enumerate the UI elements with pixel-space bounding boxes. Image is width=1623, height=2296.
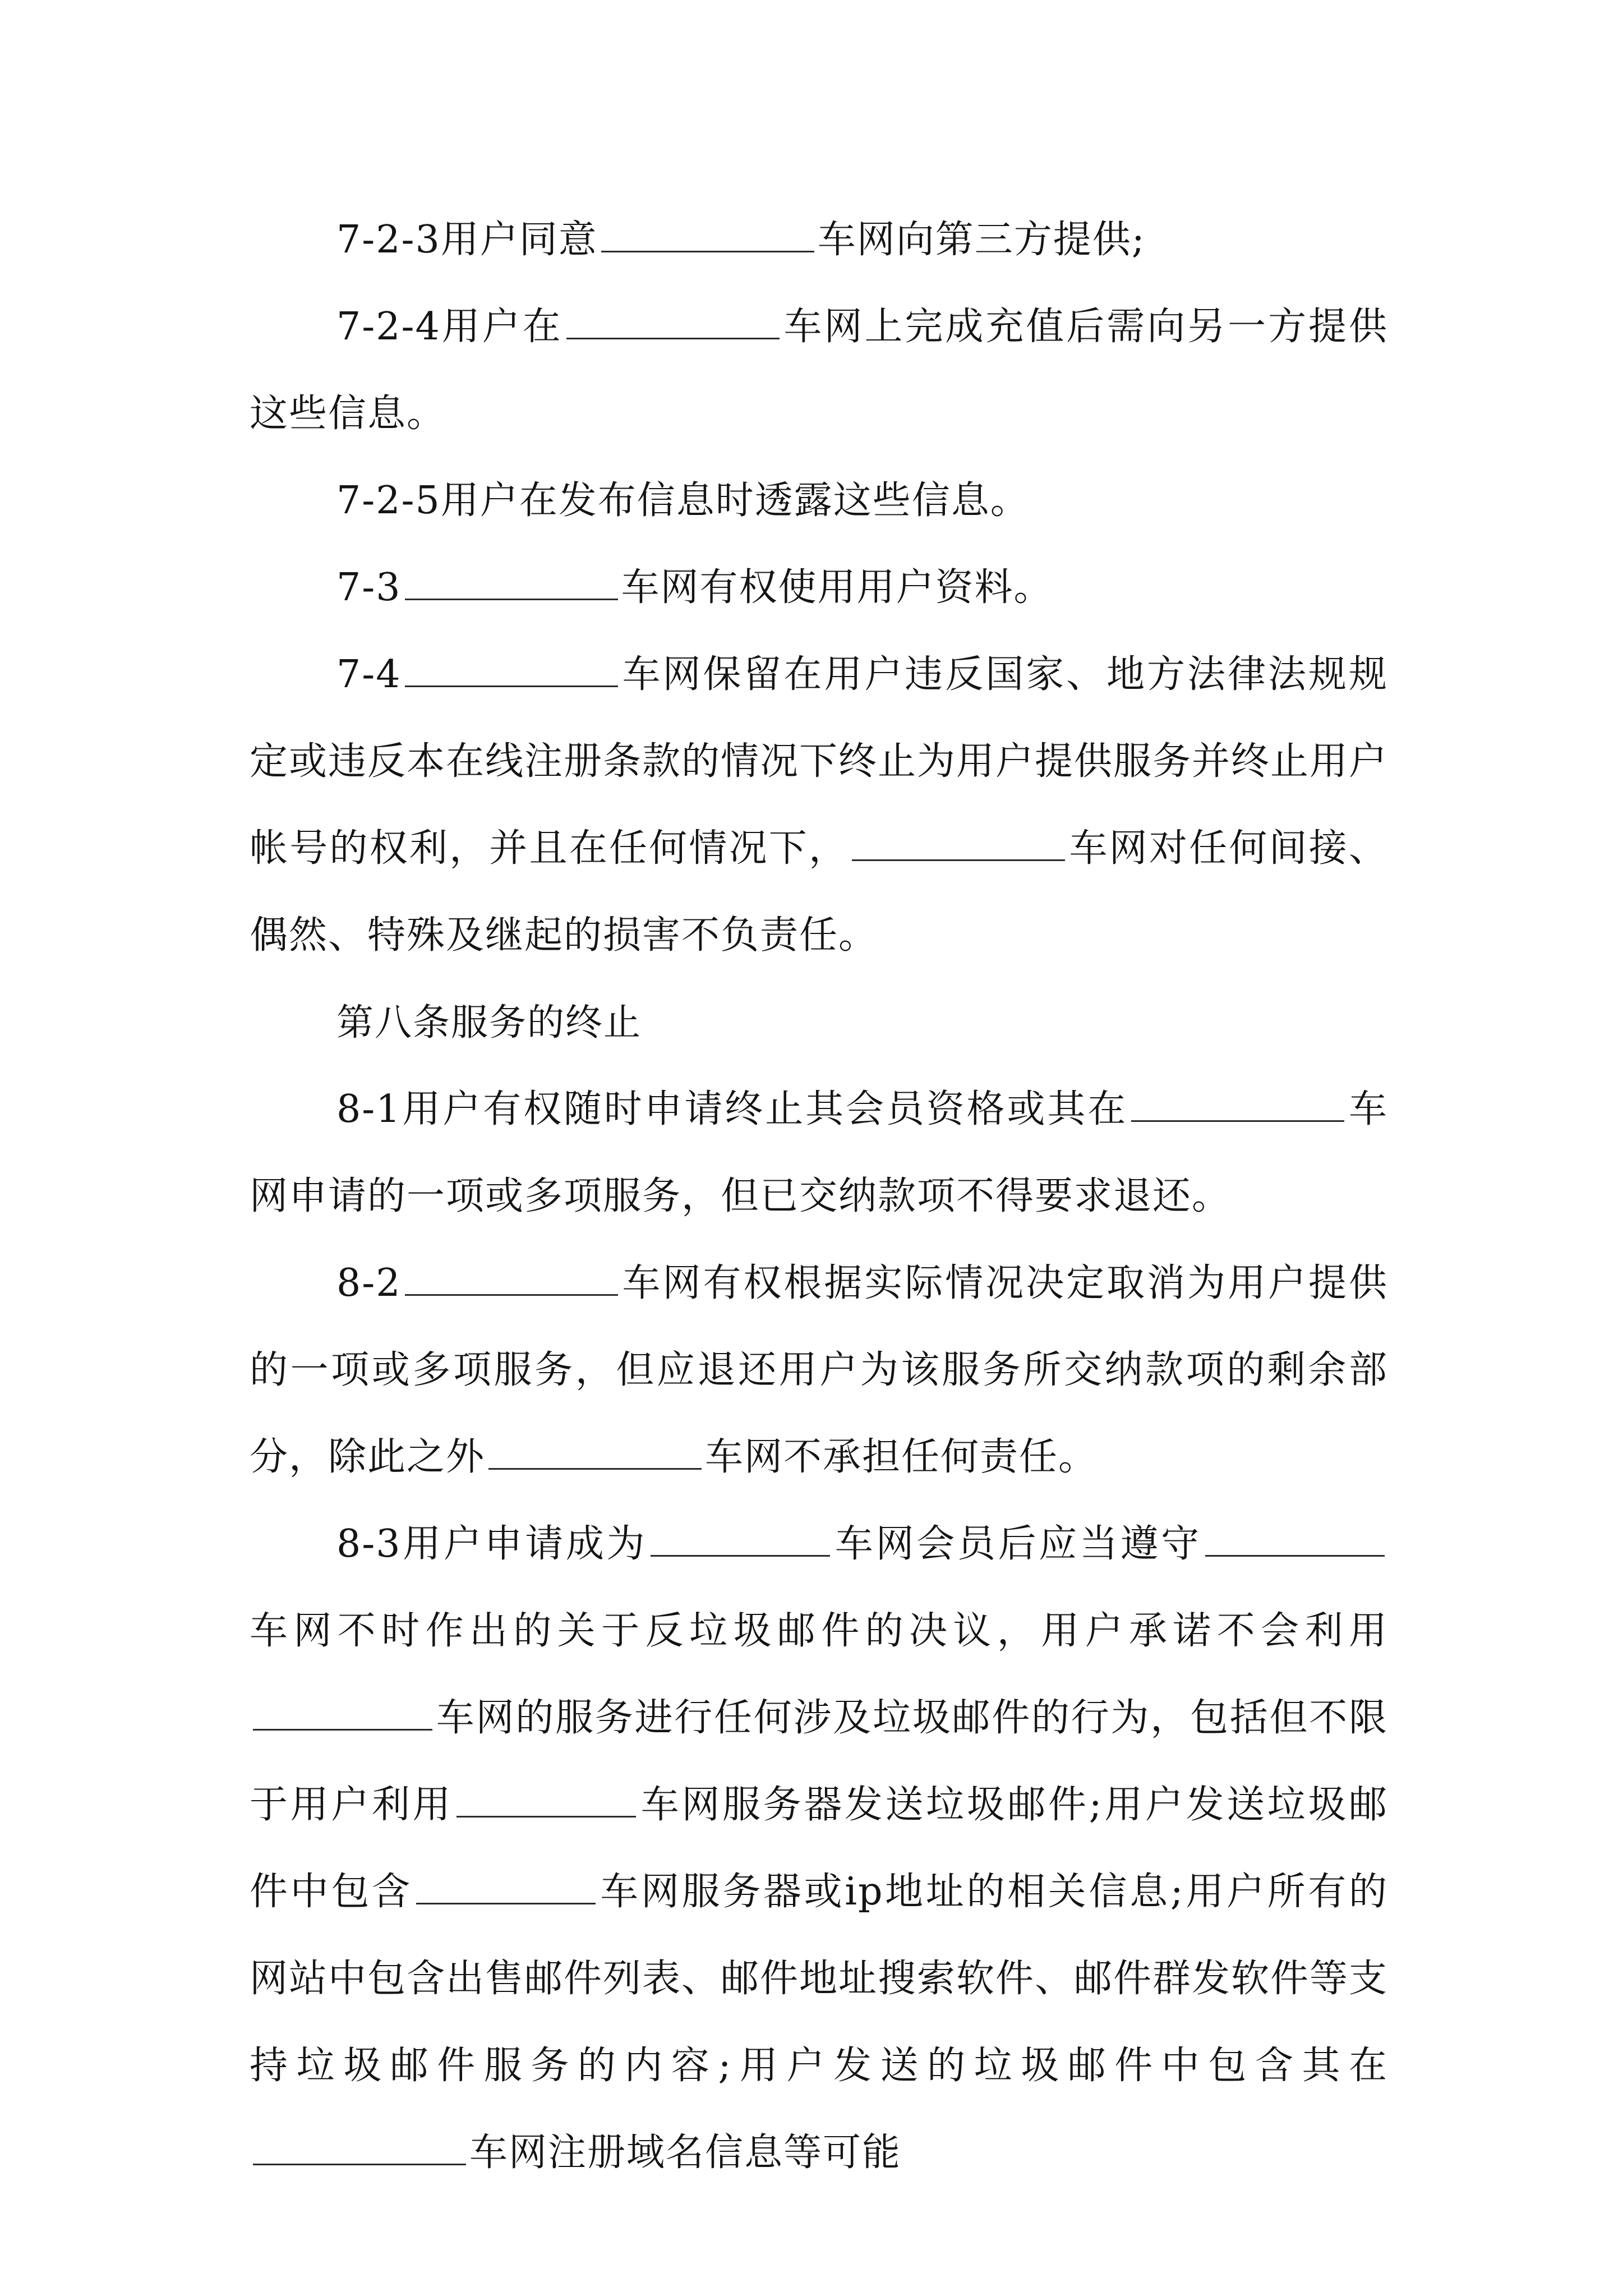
fill-blank	[601, 219, 814, 252]
clause-7-2-5	[250, 457, 1388, 544]
clause-text: 车网对任何间接、偶然、特殊及继起的损害不负责任。	[250, 826, 1388, 958]
clause-text: 7-2-5用户在发布信息时透露这些信息。	[336, 478, 1030, 523]
clause-text: 8-1用户有权随时申请终止其会员资格或其在	[336, 1087, 1128, 1131]
clause-text: 7-4	[336, 652, 402, 697]
fill-blank	[416, 1871, 596, 1904]
fill-blank	[1131, 1089, 1344, 1122]
clause-7-4	[250, 631, 1388, 979]
clause-text: 8-2	[336, 1261, 402, 1305]
clause-text: 7-3	[336, 565, 402, 610]
clause-8-1	[250, 1066, 1388, 1240]
clause-8-2	[250, 1240, 1388, 1501]
clause-text: 车网保留在用户违反国家、地方法律法规规定或违反本在线注册条款的情况下终止为用户提供服务并终止用户帐号的权利，并且在任何情况下，	[250, 652, 1389, 871]
fill-blank	[405, 654, 618, 687]
clause-text: 车网有权根据实际情况决定取消为用户提供的一项或多项服务，但应退还用户为该服务所交纳款项的剩余部分，除此之外	[250, 1261, 1388, 1479]
fill-blank	[651, 1524, 830, 1557]
clause-text: 车网会员后应当遵守	[833, 1522, 1202, 1566]
fill-blank	[405, 1263, 618, 1296]
clause-7-3	[250, 544, 1388, 631]
fill-blank	[488, 1437, 702, 1470]
fill-blank	[457, 1784, 636, 1818]
clause-text: 车网向第三方提供;	[817, 218, 1146, 262]
clause-text: 车网申请的一项或多项服务，但已交纳款项不得要求退还。	[250, 1087, 1388, 1218]
section-heading-8: 第八条服务的终止	[336, 1001, 642, 1044]
clause-text: 7-2-3用户同意	[336, 218, 598, 262]
clause-text: 8-3用户申请成为	[336, 1522, 648, 1566]
fill-blank	[566, 306, 780, 339]
clause-text: 7-2-4用户在	[336, 305, 563, 349]
clause-text: 车网不时作出的关于反垃圾邮件的决议，用户承诺不会利用	[250, 1609, 1388, 1653]
clause-text: 车网上完成充值后需向另一方提供这些信息。	[250, 305, 1388, 436]
clause-text: 车网服务器发送垃圾邮件;用户发送垃圾邮件中包含	[250, 1783, 1388, 1914]
fill-blank	[852, 828, 1065, 861]
fill-blank	[1205, 1524, 1385, 1557]
clause-text: 车网有权使用用户资料。	[621, 565, 1053, 610]
clause-8-3	[250, 1501, 1388, 2196]
clause-text: 车网服务器或ip地址的相关信息;用户所有的网站中包含出售邮件列表、邮件地址搜索软件、邮件群发软件等支持垃圾邮件服务的内容;用户发送的垃圾邮件中包含其在	[250, 1870, 1389, 2088]
fill-blank	[253, 2132, 466, 2165]
clause-text: 车网注册域名信息等可能	[469, 2131, 902, 2175]
clause-7-2-3	[250, 196, 1388, 283]
clause-text: 车网的服务进行任何涉及垃圾邮件的行为，包括但不限于用户利用	[250, 1696, 1388, 1827]
fill-blank	[405, 567, 618, 600]
document-body	[250, 196, 1388, 2196]
fill-blank	[253, 1697, 432, 1731]
clause-7-2-4	[250, 283, 1388, 457]
clause-text: 车网不承担任何责任。	[705, 1435, 1098, 1479]
